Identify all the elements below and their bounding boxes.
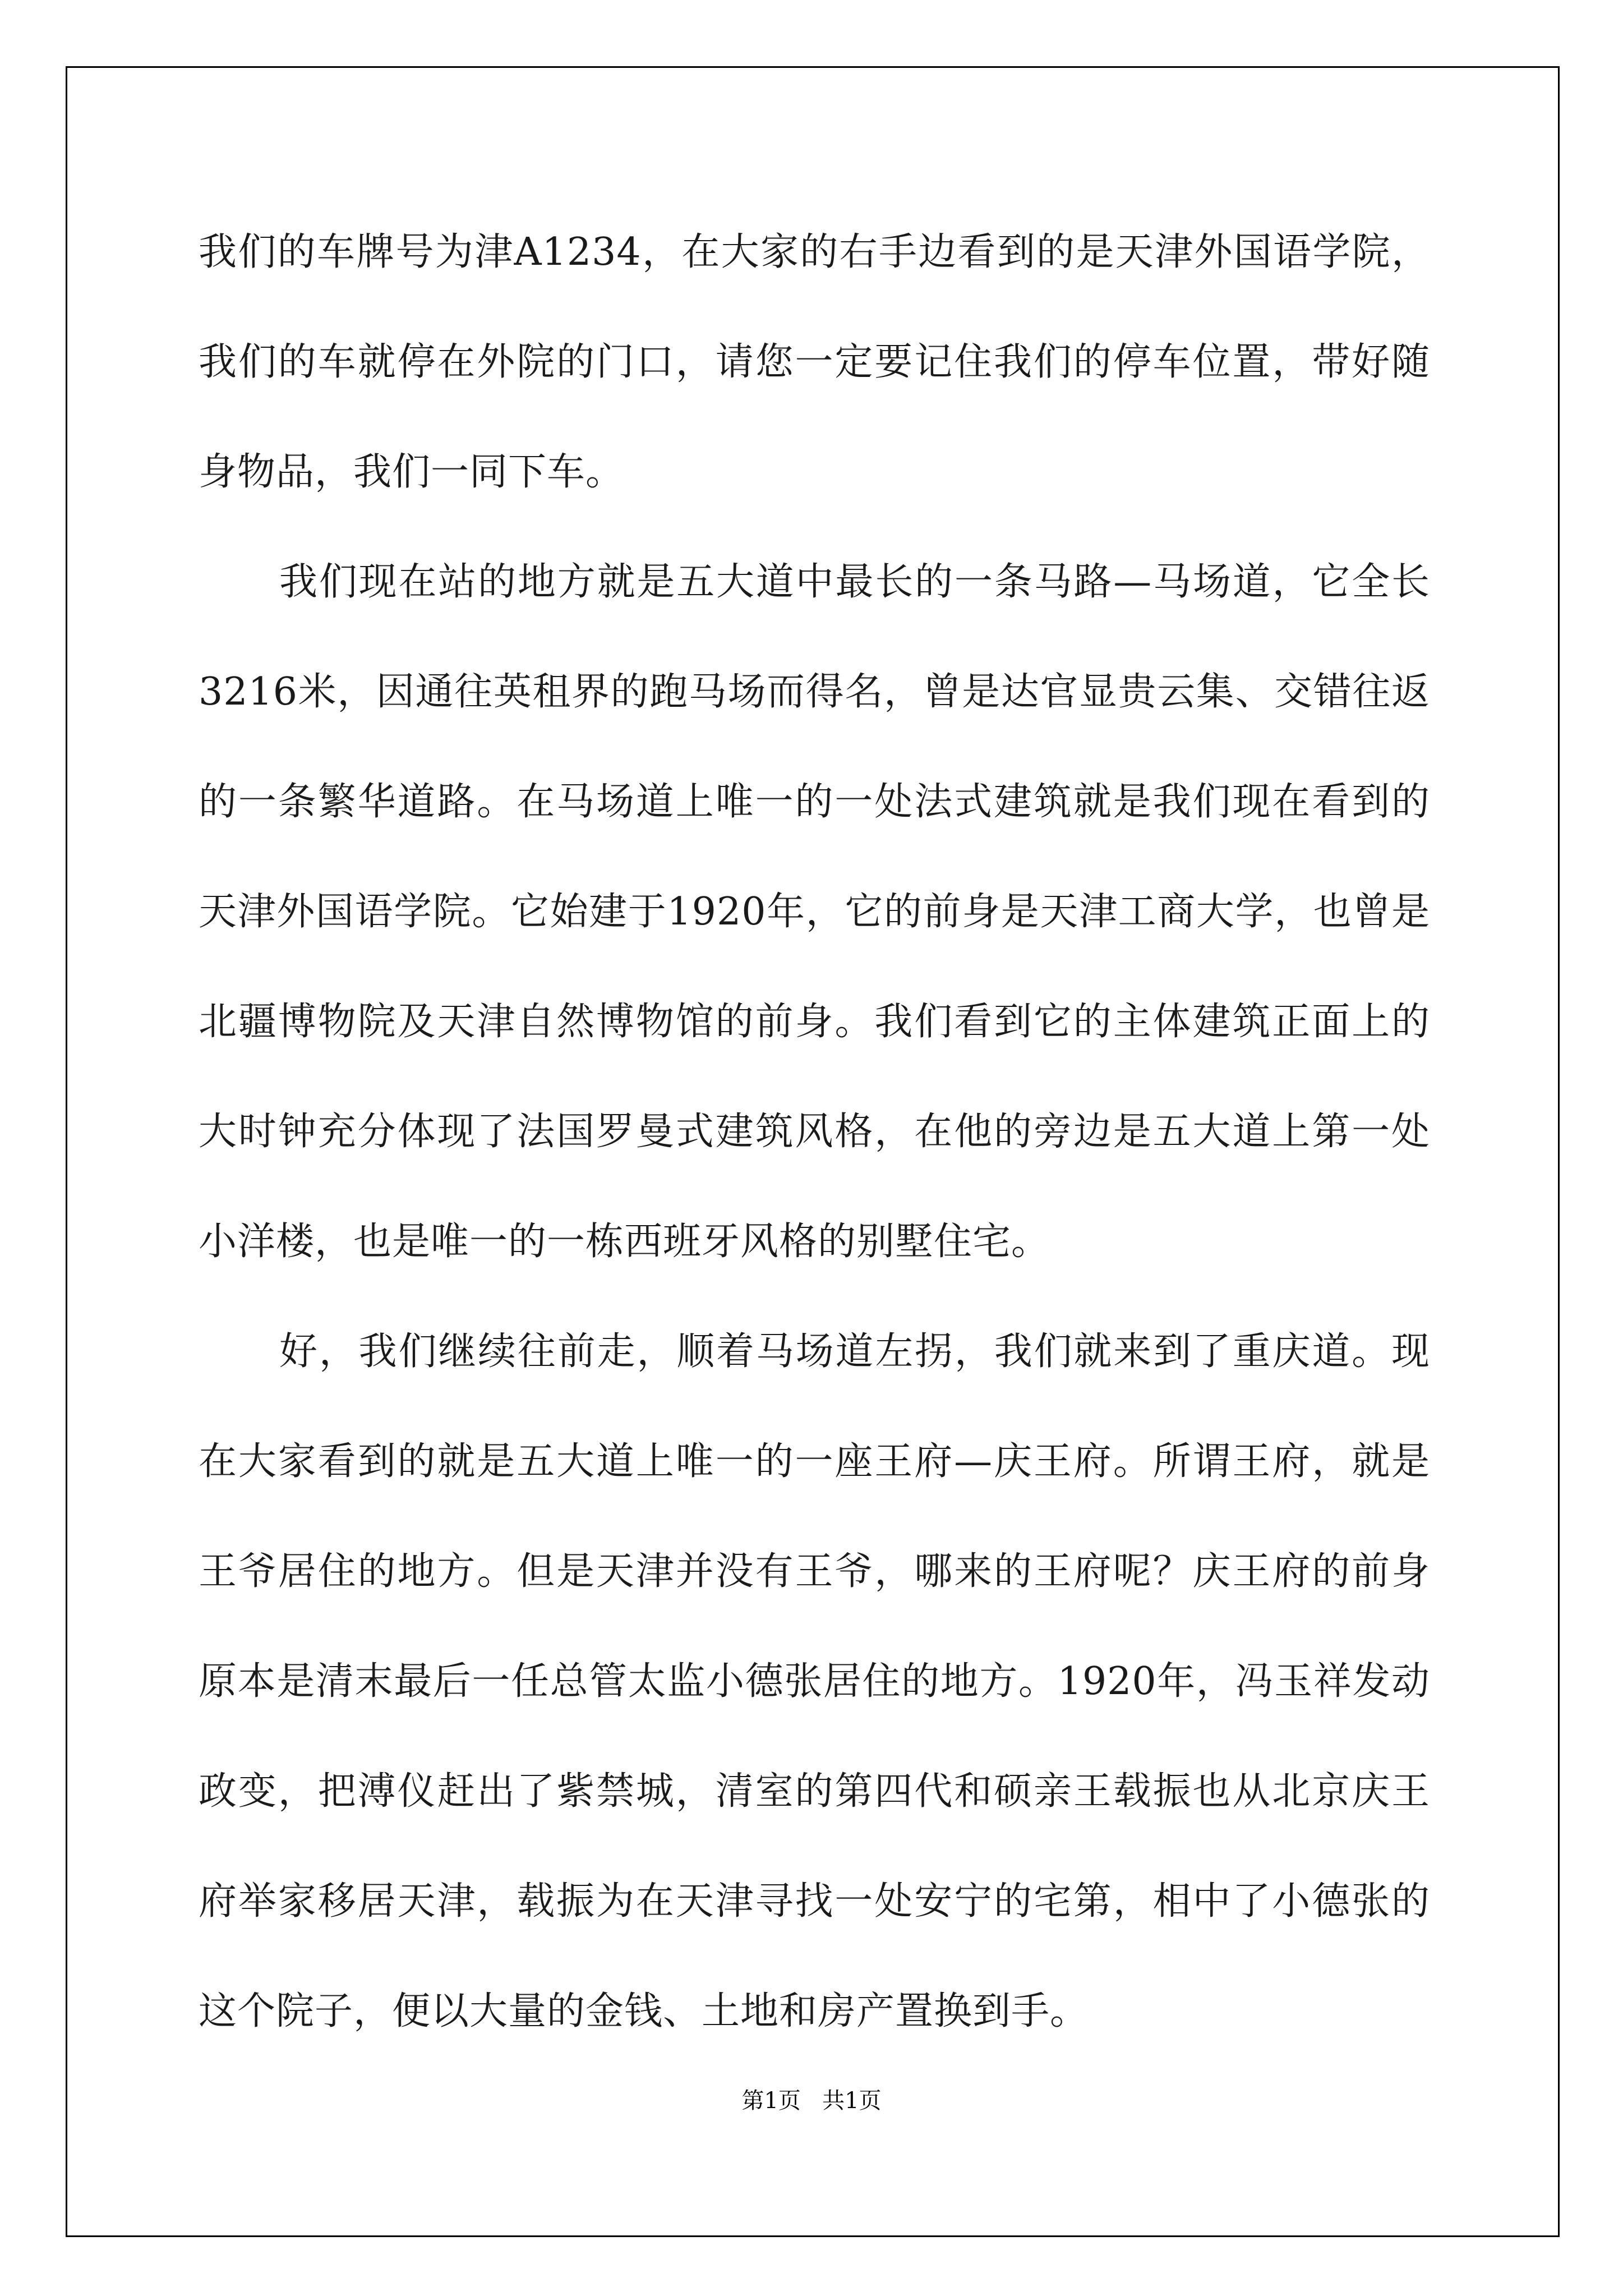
page-footer	[0, 2087, 1623, 2115]
page-number-current: 第1页	[741, 2088, 801, 2114]
paragraph-1: 我们的车牌号为津A1234，在大家的右手边看到的是天津外国语学院，我们的车就停在外院的门口，请您一定要记住我们的停车位置，带好随身物品，我们一同下车。	[199, 230, 1430, 494]
document-body	[199, 197, 1430, 2067]
paragraph-2: 我们现在站的地方就是五大道中最长的一条马路—马场道，它全长3216米，因通往英租界的跑马场而得名，曾是达官显贵云集、交错往返的一条繁华道路。在马场道上唯一的一处法式建筑就是我们现在看到的天津外国语学院。它始建于1920年，它的前身是天津工商大学，也曾是北疆博物院及天津自然博物馆的前身。我们看到它的主体建筑正面上的大时钟充分体现了法国罗曼式建筑风格，在他的旁边是五大道上第一处小洋楼，也是唯一的一栋西班牙风格的别墅住宅。	[199, 560, 1430, 1264]
paragraph-3: 好，我们继续往前走，顺着马场道左拐，我们就来到了重庆道。现在大家看到的就是五大道上唯一的一座王府—庆王府。所谓王府，就是王爷居住的地方。但是天津并没有王爷，哪来的王府呢？庆王府的前身原本是清末最后一任总管太监小德张居住的地方。1920年，冯玉祥发动政变，把溥仪赶出了紫禁城，清室的第四代和硕亲王载振也从北京庆王府举家移居天津，载振为在天津寻找一处安宁的宅第，相中了小德张的这个院子，便以大量的金钱、土地和房产置换到手。	[199, 1329, 1430, 2033]
page-number-total: 共1页	[822, 2088, 882, 2114]
